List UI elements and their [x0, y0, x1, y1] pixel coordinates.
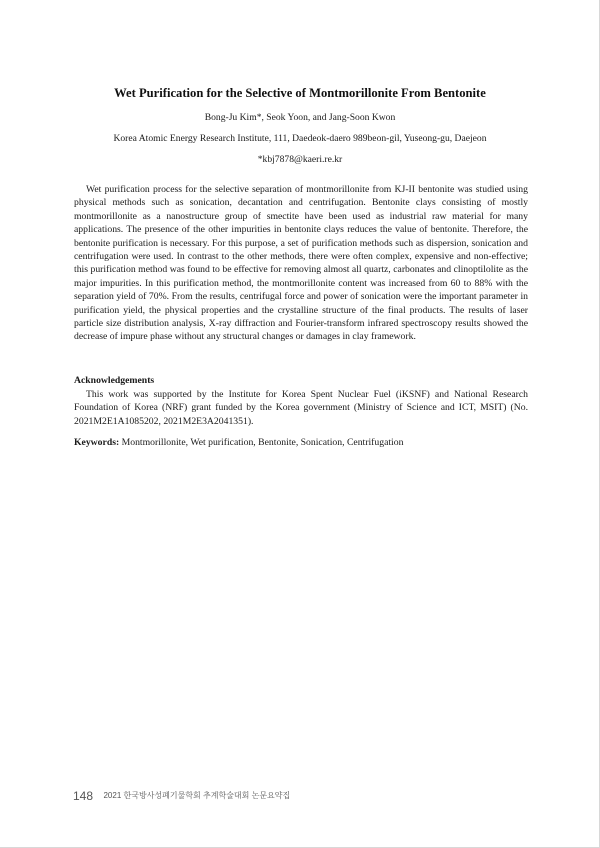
keywords-label: Keywords: [74, 437, 120, 448]
page-footer [73, 787, 290, 805]
acknowledgements-paragraph: This work was supported by the Institute for Korea Spent Nuclear Fuel (iKSNF) and National Research Foundation of Korea (NRF) grant funded by the Korea government (Ministry of Science and ICT, MSIT) (No. 2021M2E1A1085202, 2021M2E3A2041351). [74, 389, 528, 427]
contact-email: *kbj7878@kaeri.re.kr [257, 154, 343, 165]
acknowledgements-heading: Acknowledgements [74, 375, 155, 386]
affiliation: Korea Atomic Energy Research Institute, 111, Daedeok-daero 989beon-gil, Yuseong-gu, Daejeon [113, 133, 487, 144]
page-number: 148 [73, 788, 94, 803]
abstract-paragraph: Wet purification process for the selective separation of montmorillonite from KJ-II bentonite was studied using physical methods such as sonication, decantation and centrifugation. Bentonite clays consisting of mostly montmorillonite as a nanostructure group of smectite have been used as industrial raw material for many applications. The presence of the other impurities in bentonite clays reduces the value of bentonite. Therefore, the bentonite purification is necessary. For this purpose, a set of purification methods such as dispersion, sonication and centrifugation were used. In contrast to the other methods, there were often complex, expensive and non-effective; this purification method was found to be effective for removing almost all quartz, carbonates and clinoptilolite as the major impurities. In this purification method, the montmorillonite content was increased from 60 to 88% with the separation yield of 70%. From the results, centrifugal force and power of sonication were the important parameter in purification yield, the physical properties and the crystalline structure of the final products. The results of laser particle size distribution analysis, X-ray diffraction and Fourier-transform infrared spectroscopy results showed the decrease of impure phase without any structural changes or damages in clay framework. [74, 184, 528, 343]
keywords-list: Montmorillonite, Wet purification, Bentonite, Sonication, Centrifugation [121, 437, 404, 448]
proceedings-title: 2021 한국방사성폐기물학회 추계학술대회 논문요약집 [103, 791, 291, 801]
author-list: Bong-Ju Kim*, Seok Yoon, and Jang-Soon Kwon [204, 112, 396, 123]
paper-title: Wet Purification for the Selective of Montmorillonite From Bentonite [114, 86, 486, 100]
keywords-line [74, 436, 528, 449]
